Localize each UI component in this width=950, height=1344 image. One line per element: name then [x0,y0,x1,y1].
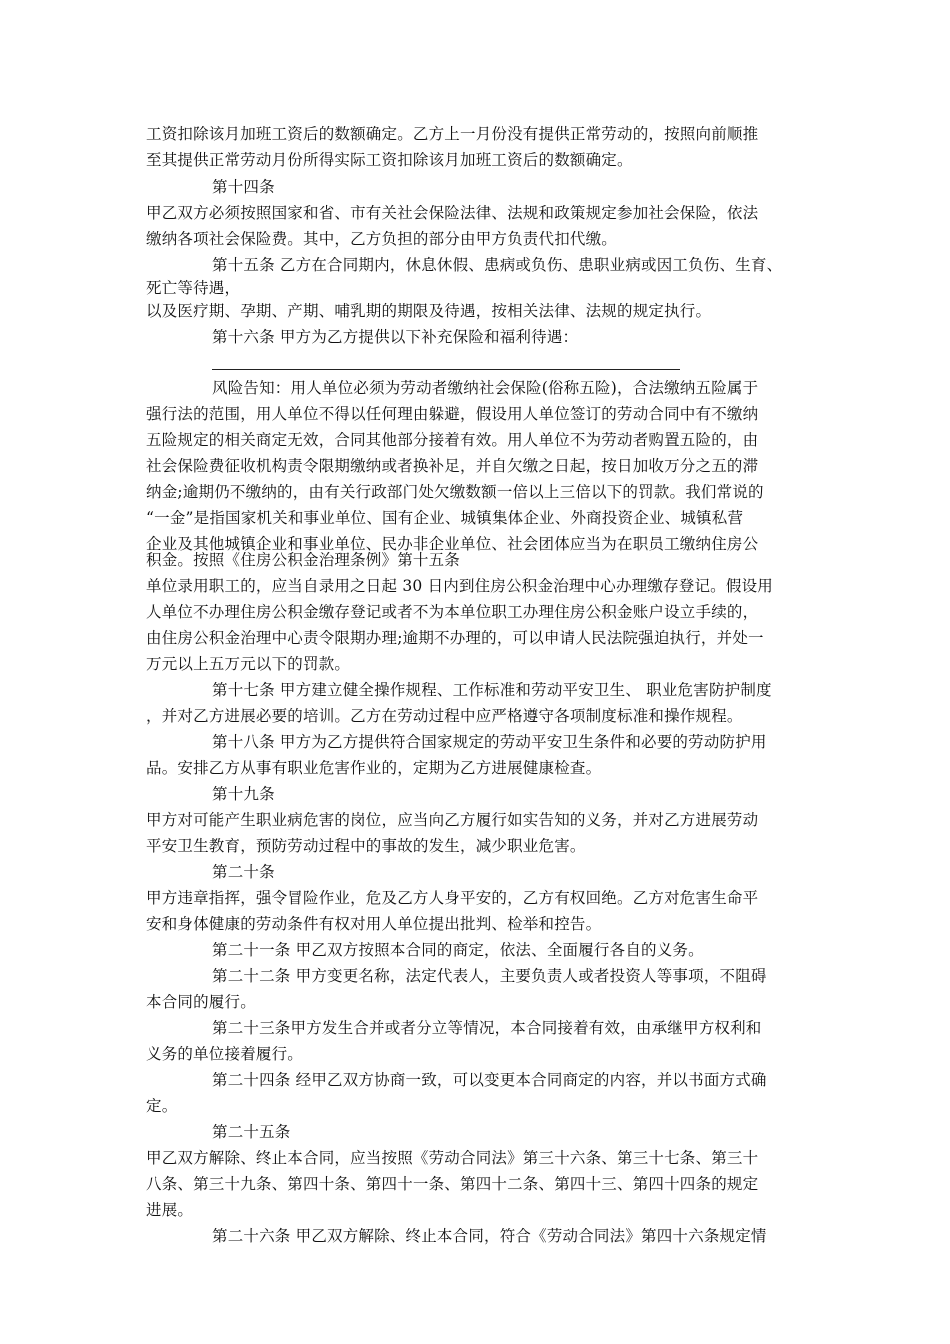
text-line: 单位录用职工的，应当自录用之日起 30 日内到住房公积金治理中心办理缴存登记。假设用 [146,577,773,595]
text-line: 企业及其他城镇企业和事业单位、民办非企业单位、社会团体应当为在职员工缴纳住房公 [146,535,759,553]
text-line: 品。安排乙方从事有职业危害作业的，定期为乙方进展健康检查。 [146,759,602,777]
fill-in-blank-line [212,369,680,370]
text-line: 第十七条 甲方建立健全操作规程、工作标准和劳动平安卫生、 职业危害防护制度 [212,681,772,699]
text-line: 第二十一条 甲乙双方按照本合同的商定，依法、全面履行各自的义务。 [212,941,704,959]
text-line: 第十六条 甲方为乙方提供以下补充保险和福利待遇： [212,328,579,346]
text-line: 定。 [146,1097,178,1115]
text-line: 甲乙双方必须按照国家和省、市有关社会保险法律、法规和政策规定参加社会保险，依法 [146,204,759,222]
text-line: 人单位不办理住房公积金缴存登记或者不为本单位职工办理住房公积金账户设立手续的， [146,603,759,621]
text-line: 死亡等待遇， [146,279,241,297]
text-line: 万元以上五万元以下的罚款。 [146,655,351,673]
text-line: 第十五条 乙方在合同期内，休息休假、患病或负伤、患职业病或因工负伤、生育、 [212,256,783,274]
text-line: 社会保险费征收机构责令限期缴纳或者换补足，并自欠缴之日起，按日加收万分之五的滞 [146,457,759,475]
text-line: 强行法的范围，用人单位不得以任何理由躲避，假设用人单位签订的劳动合同中有不缴纳 [146,405,759,423]
text-line: 义务的单位接着履行。 [146,1045,304,1063]
text-line: 第二十二条 甲方变更名称，法定代表人，主要负责人或者投资人等事项，不阻碍 [212,967,767,985]
text-line: 进展。 [146,1201,194,1219]
text-line: 八条、第三十九条、第四十条、第四十一条、第四十二条、第四十三、第四十四条的规定 [146,1175,759,1193]
text-line: 甲方对可能产生职业病危害的岗位，应当向乙方履行如实告知的义务，并对乙方进展劳动 [146,811,759,829]
text-line: 缴纳各项社会保险费。其中，乙方负担的部分由甲方负责代扣代缴。 [146,230,618,248]
text-line: 平安卫生教育，预防劳动过程中的事故的发生，减少职业危害。 [146,837,586,855]
article-heading: 第十四条 [212,178,275,196]
text-line: 甲方违章指挥，强令冒险作业，危及乙方人身平安的，乙方有权回绝。乙方对危害生命平 [146,889,759,907]
article-heading: 第十九条 [212,785,275,803]
text-line: 风险告知：用人单位必须为劳动者缴纳社会保险(俗称五险)，合法缴纳五险属于 [212,379,759,397]
text-line: 纳金;逾期仍不缴纳的，由有关行政部门处欠缴数额一倍以上三倍以下的罚款。我们常说的 [146,483,764,501]
text-line: “一金”是指国家机关和事业单位、国有企业、城镇集体企业、外商投资企业、城镇私营 [146,509,744,527]
text-line: 本合同的履行。 [146,993,256,1011]
text-line: 积金。按照《住房公积金治理条例》第十五条 [146,551,461,569]
text-line: 甲乙双方解除、终止本合同，应当按照《劳动合同法》第三十六条、第三十七条、第三十 [146,1149,759,1167]
text-line: 第二十六条 甲乙双方解除、终止本合同，符合《劳动合同法》第四十六条规定情 [212,1227,767,1245]
text-line: 工资扣除该月加班工资后的数额确定。乙方上一月份没有提供正常劳动的，按照向前顺推 [146,125,759,143]
text-line: 由住房公积金治理中心责令限期办理;逾期不办理的，可以申请人民法院强迫执行，并处一 [146,629,764,647]
text-line: 至其提供正常劳动月份所得实际工资扣除该月加班工资后的数额确定。 [146,151,633,169]
text-line: ，并对乙方进展必要的培训。乙方在劳动过程中应严格遵守各项制度标准和操作规程。 [146,707,743,725]
article-heading: 第二十条 [212,863,275,881]
text-line: 安和身体健康的劳动条件有权对用人单位提出批判、检举和控告。 [146,915,602,933]
text-line: 第十八条 甲方为乙方提供符合国家规定的劳动平安卫生条件和必要的劳动防护用 [212,733,767,751]
article-heading: 第二十五条 [212,1123,291,1141]
text-line: 五险规定的相关商定无效，合同其他部分接着有效。用人单位不为劳动者购置五险的，由 [146,431,759,449]
text-line: 第二十四条 经甲乙双方协商一致，可以变更本合同商定的内容，并以书面方式确 [212,1071,767,1089]
text-line: 第二十三条甲方发生合并或者分立等情况，本合同接着有效，由承继甲方权利和 [212,1019,762,1037]
text-line: 以及医疗期、孕期、产期、哺乳期的期限及待遇，按相关法律、法规的规定执行。 [146,302,712,320]
